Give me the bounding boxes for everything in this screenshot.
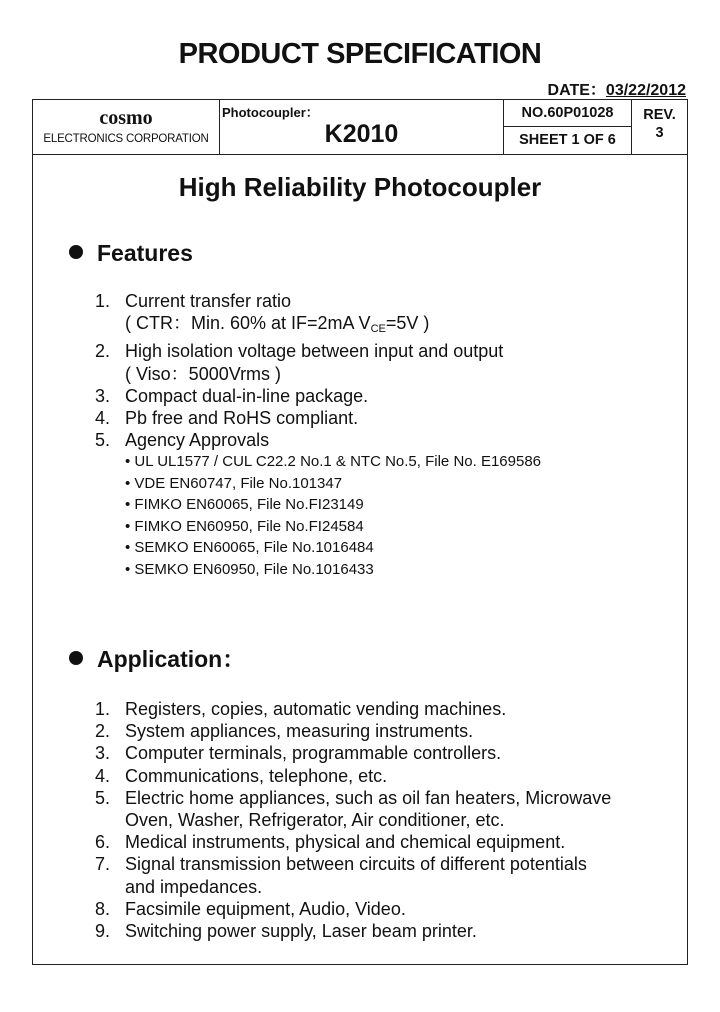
approval-item: • FIMKO EN60950, File No.FI24584 — [125, 517, 364, 535]
features-heading — [69, 240, 193, 267]
product-cell — [220, 100, 504, 154]
document-number: NO.60P01028 — [504, 100, 631, 127]
list-item: 1. Registers, copies, automatic vending machines. — [95, 699, 507, 719]
body-title: High Reliability Photocoupler — [178, 172, 542, 202]
bullet-icon — [69, 245, 83, 259]
company-name: ELECTRONICS CORPORATION — [43, 133, 209, 145]
list-item: 4. Pb free and RoHS compliant. — [95, 408, 359, 429]
list-item: 4. Communications, telephone, etc. — [95, 765, 388, 786]
sheet-number: SHEET 1 OF 6 — [519, 132, 616, 148]
spec-frame — [32, 99, 688, 965]
list-item: 3. Compact dual-in-line package. — [95, 385, 369, 406]
revision-cell — [632, 100, 687, 154]
list-item: 9. Switching power supply, Laser beam printer. — [95, 921, 477, 942]
approval-item: • UL UL1577 / CUL C22.2 No.1 & NTC No.5, File No. E169586 — [125, 453, 542, 471]
list-item: 2. System appliances, measuring instruments. — [95, 721, 474, 742]
bullet-icon — [69, 651, 83, 665]
company-logo: cosmo — [99, 107, 153, 129]
list-item: 8. Facsimile equipment, Audio, Video. — [95, 898, 406, 919]
approval-item: • SEMKO EN60950, File No.1016433 — [125, 560, 374, 578]
list-item: 5. Agency Approvals • UL UL1577 / CUL C22.2 No.1 & NTC No.5, File No. E169586 • VDE EN60747, File No.101347 • FIMKO EN60065, File No.FI23149 • FIMKO EN60950, File No.FI24584 • SEMKO EN60065, File No.1016484 • SEMKO EN60950, File No.1016433 — [95, 429, 541, 580]
approval-item: • VDE EN60747, File No.101347 — [125, 474, 343, 492]
docno-cell — [504, 100, 632, 154]
list-item: 5. Electric home appliances, such as oil fan heaters, Microwave Oven, Washer, Refrigerator, Air conditioner, etc. — [95, 787, 612, 831]
application-heading-text: Application： — [97, 646, 246, 672]
revision-label: REV. — [643, 107, 676, 123]
list-item: 1. Current transfer ratio ( CTR：Min. 60% at IF=2mA $V_{CE}=5V$ ) — [95, 290, 541, 340]
company-cell — [33, 100, 220, 154]
list-item: 6. Medical instruments, physical and chemical equipment. — [95, 832, 566, 853]
list-item: 2. High isolation voltage between input and output ( Viso：5000Vrms ) — [95, 341, 504, 384]
date-label: DATE： — [547, 82, 606, 99]
document-date — [548, 77, 686, 100]
document-title: PRODUCT SPECIFICATION — [178, 38, 542, 70]
header-table — [33, 100, 687, 155]
approvals-list — [125, 451, 541, 580]
features-list — [95, 290, 541, 580]
product-type-label: Photocoupler： — [222, 105, 319, 120]
product-model: K2010 — [324, 120, 399, 148]
application-heading — [69, 641, 245, 674]
features-heading-text: Features — [97, 240, 193, 266]
list-item: 3. Computer terminals, programmable controllers. — [95, 743, 502, 764]
revision-value: 3 — [655, 125, 664, 141]
list-item: 7. Signal transmission between circuits of different potentials and impedances. — [95, 854, 587, 897]
date-value: 03/22/2012 — [605, 82, 686, 99]
ctr-spec: ( CTR：Min. 60% at IF=2mA $V_{CE}=5V$ ) — [125, 313, 430, 336]
approval-item: • FIMKO EN60065, File No.FI23149 — [125, 496, 364, 514]
approval-item: • SEMKO EN60065, File No.1016484 — [125, 539, 374, 557]
application-list — [95, 698, 611, 942]
